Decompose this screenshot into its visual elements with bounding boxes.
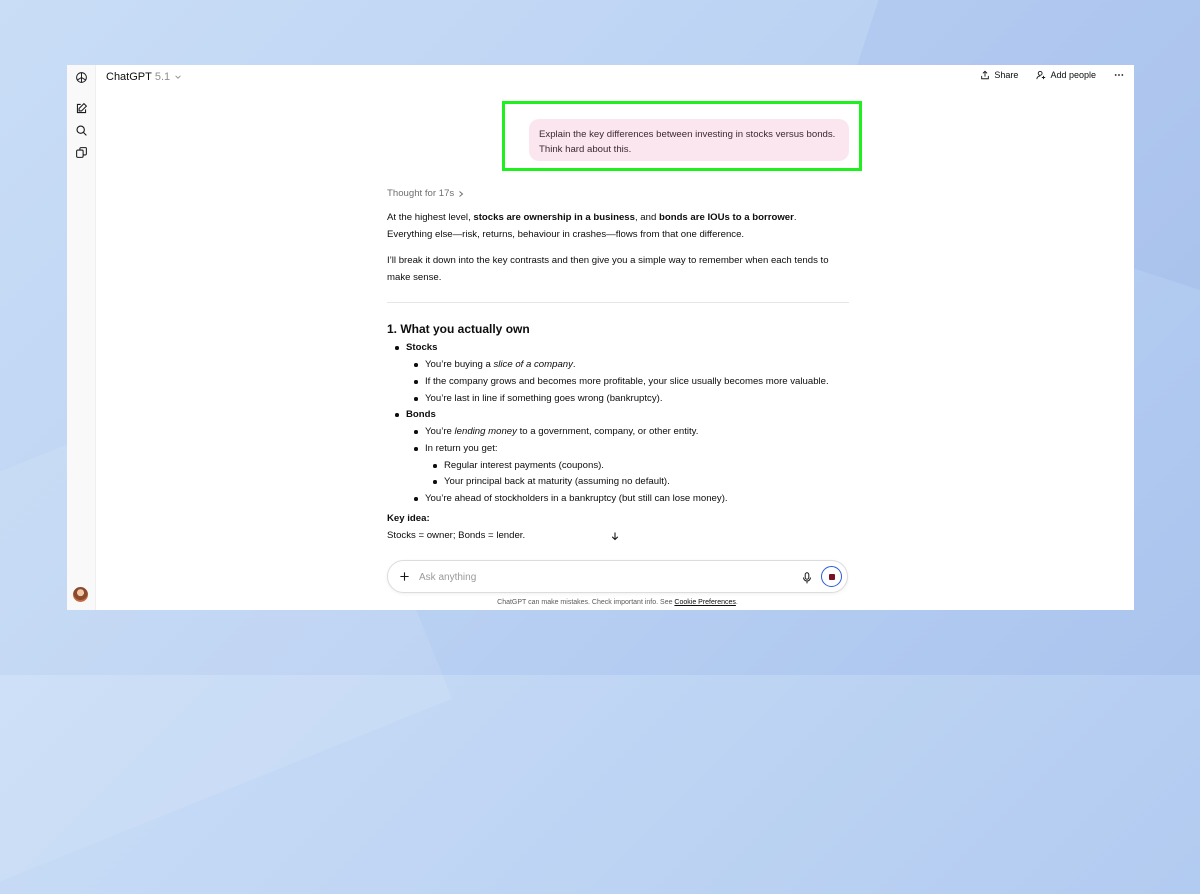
cookie-preferences-link[interactable]: Cookie Preferences xyxy=(674,599,736,606)
thought-toggle[interactable] xyxy=(387,188,464,199)
text: , and xyxy=(634,212,659,223)
plus-icon xyxy=(399,571,410,582)
highlight-box xyxy=(502,101,862,171)
list-item: You’re last in line if something goes wrong (bankruptcy). xyxy=(425,390,662,407)
list-item: Regular interest payments (coupons). xyxy=(444,457,604,474)
bold-text: stocks are ownership in a business xyxy=(473,212,635,223)
top-actions xyxy=(980,70,1124,80)
prompt-input[interactable] xyxy=(419,568,779,586)
chevron-right-icon xyxy=(458,191,464,197)
search-icon[interactable] xyxy=(73,122,89,138)
key-idea-label: Key idea: xyxy=(387,513,430,524)
text: . xyxy=(572,359,576,370)
disclaimer xyxy=(387,599,848,606)
bold-text: Bonds xyxy=(406,409,436,420)
thought-label: Thought for 17s xyxy=(387,188,455,199)
list-item: Your principal back at maturity (assuming no default). xyxy=(444,473,670,490)
share-button[interactable] xyxy=(980,70,1018,80)
text: . xyxy=(793,212,797,223)
text: I’ll break it down into the key contrasts and then give you a simple way to remember when each tends to xyxy=(387,255,829,266)
scroll-down-button[interactable] xyxy=(607,528,623,544)
more-horizontal-icon xyxy=(1114,70,1124,80)
model-switcher[interactable] xyxy=(106,71,182,83)
arrow-down-icon xyxy=(610,531,620,541)
model-name: ChatGPT xyxy=(106,71,152,83)
model-version: 5.1 xyxy=(154,71,171,83)
list-item xyxy=(406,339,437,356)
share-icon xyxy=(980,70,990,80)
user-message-line: Think hard about this. xyxy=(539,144,632,155)
italic-text: slice of a company xyxy=(493,359,573,370)
list-item xyxy=(406,406,436,423)
bold-text: Stocks xyxy=(406,342,438,353)
text: At the highest level, xyxy=(387,212,474,223)
stop-icon xyxy=(829,574,835,580)
text: Everything else—risk, returns, behaviour in crashes—flows from that one difference. xyxy=(387,229,745,240)
composer xyxy=(387,560,848,593)
chatgpt-window xyxy=(67,65,1134,610)
divider xyxy=(387,302,849,303)
add-person-icon xyxy=(1036,70,1046,80)
bold-text: bonds are IOUs to a borrower xyxy=(658,212,794,223)
dictate-button[interactable] xyxy=(801,571,813,584)
user-message xyxy=(529,119,849,161)
list-item: If the company grows and becomes more profitable, your slice usually becomes more valuable. xyxy=(425,373,829,390)
section-heading: 1. What you actually own xyxy=(387,322,530,336)
new-chat-icon[interactable] xyxy=(73,100,89,116)
disclaimer-text: . xyxy=(735,599,738,606)
library-icon[interactable] xyxy=(73,144,89,160)
text: to a government, company, or other entity. xyxy=(516,426,699,437)
text: You’re buying a xyxy=(425,359,494,370)
plan-paragraph xyxy=(387,252,849,286)
microphone-icon xyxy=(802,572,812,584)
intro-paragraph xyxy=(387,209,849,243)
list-item xyxy=(425,423,698,440)
openai-logo-icon[interactable] xyxy=(73,69,89,85)
more-options-button[interactable] xyxy=(1114,70,1124,80)
chevron-down-icon xyxy=(174,73,182,81)
list-item xyxy=(425,356,576,373)
attach-button[interactable] xyxy=(398,570,411,583)
add-people-button[interactable] xyxy=(1036,70,1096,80)
text: make sense. xyxy=(387,272,442,283)
share-label: Share xyxy=(994,70,1019,80)
sidebar-rail xyxy=(67,65,96,610)
key-idea-text: Stocks = owner; Bonds = lender. xyxy=(387,530,526,541)
italic-text: lending money xyxy=(454,426,517,437)
list-item: You’re ahead of stockholders in a bankruptcy (but still can lose money). xyxy=(425,490,728,507)
add-people-label: Add people xyxy=(1050,70,1096,80)
stop-generating-button[interactable] xyxy=(821,566,842,587)
user-message-line: Explain the key differences between investing in stocks versus bonds. xyxy=(539,129,836,140)
disclaimer-text: ChatGPT can make mistakes. Check important info. See xyxy=(497,599,675,606)
text: You’re xyxy=(425,426,455,437)
avatar[interactable] xyxy=(73,587,88,602)
list-item: In return you get: xyxy=(425,440,498,457)
